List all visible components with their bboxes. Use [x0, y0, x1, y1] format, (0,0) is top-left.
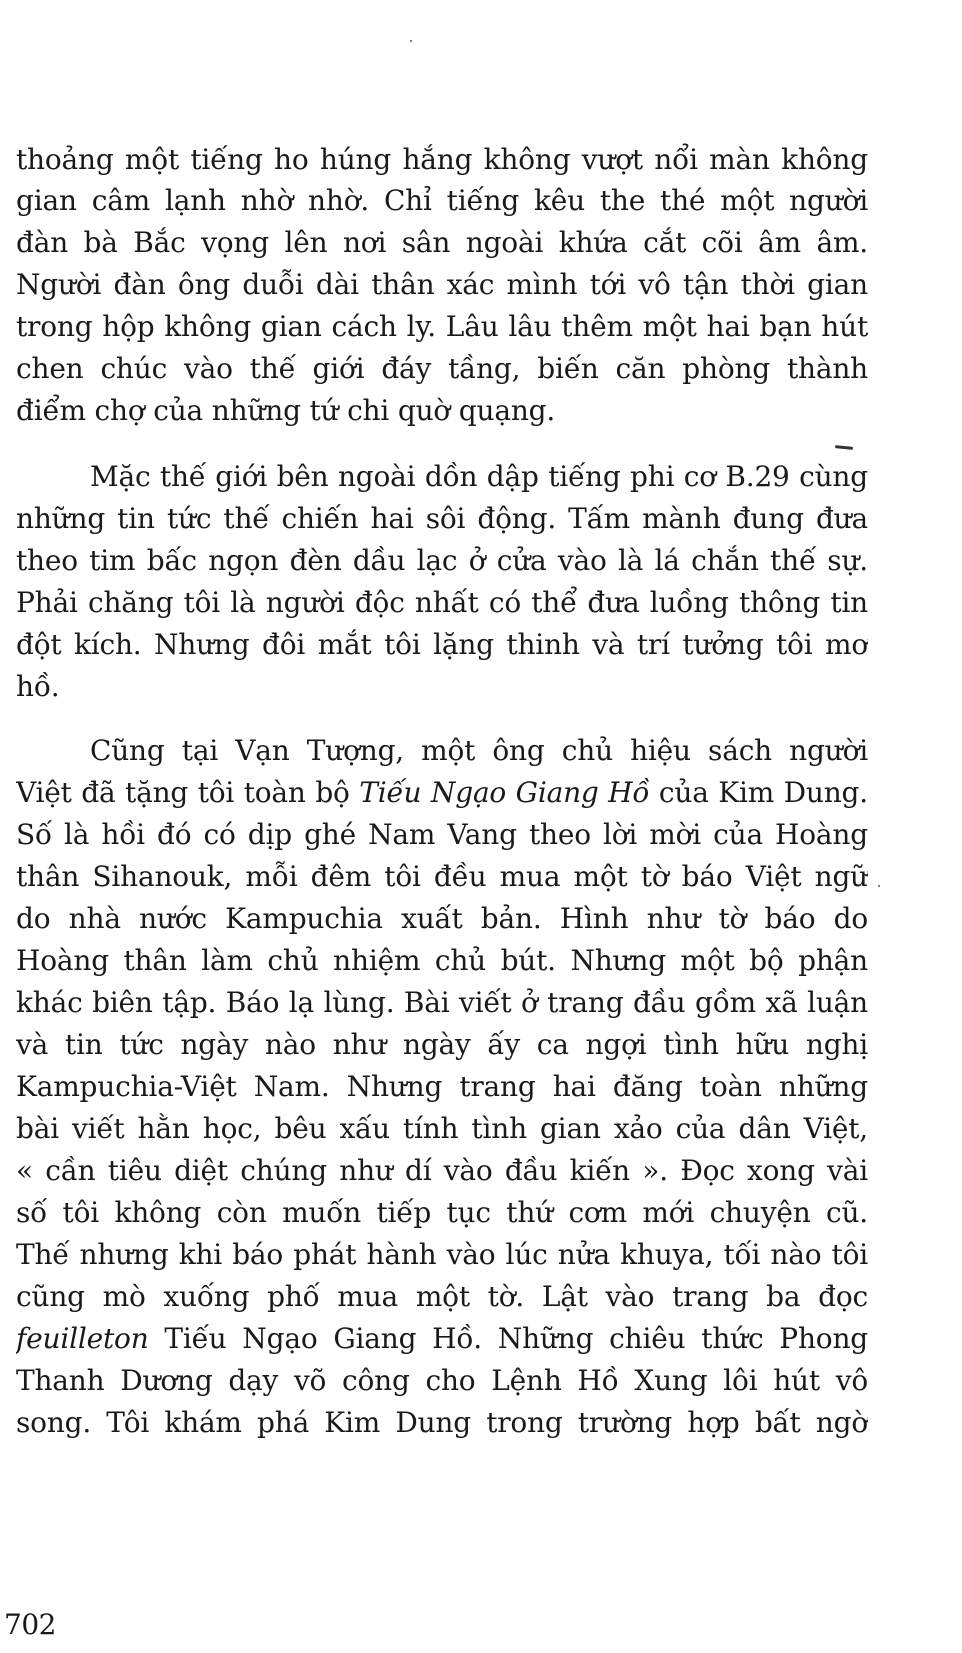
- text-line: Cũng tại Vạn Tượng, một ông chủ hiệu sách người: [90, 734, 868, 767]
- ink-mark: [835, 445, 853, 450]
- text-line: điểm chợ của những tứ chi quờ quạng.: [16, 394, 556, 427]
- text-line: cũng mò xuống phố mua một tờ. Lật vào trang ba đọc: [16, 1280, 868, 1313]
- text-line: đột kích. Nhưng đôi mắt tôi lặng thinh và trí tưởng tôi mơ: [16, 628, 868, 661]
- text-line: hồ.: [16, 670, 60, 703]
- text-line: « cần tiêu diệt chúng như dí vào đầu kiến ». Đọc xong vài: [16, 1154, 868, 1187]
- text-line: đàn bà Bắc vọng lên nơi sân ngoài khứa cắt cõi âm âm.: [16, 226, 868, 259]
- text-line: Thanh Dương dạy võ công cho Lệnh Hồ Xung lôi hút vô: [16, 1364, 868, 1397]
- text-line: thân Sihanouk, mỗi đêm tôi đều mua một tờ báo Việt ngữ: [16, 860, 868, 893]
- text-line: khác biên tập. Báo lạ lùng. Bài viết ở trang đầu gồm xã luận: [16, 986, 868, 1019]
- text-line: thoảng một tiếng ho húng hắng không vượt nổi màn không: [16, 143, 868, 176]
- text-line: Kampuchia-Việt Nam. Nhưng trang hai đăng toàn những: [16, 1070, 868, 1103]
- text-segment: của Kim Dung.: [649, 776, 868, 809]
- text-line: bài viết hằn học, bêu xấu tính tình gian xảo của dân Việt,: [16, 1112, 868, 1145]
- text-line: do nhà nước Kampuchia xuất bản. Hình như tờ báo do: [16, 902, 868, 935]
- text-line: Phải chăng tôi là người độc nhất có thể đưa luồng thông tin: [16, 586, 868, 619]
- text-segment: Việt đã tặng tôi toàn bộ: [16, 776, 360, 809]
- text-line: theo tim bấc ngọn đèn dầu lạc ở cửa vào là lá chắn thế sự.: [16, 544, 868, 577]
- text-line: chen chúc vào thế giới đáy tầng, biến căn phòng thành: [16, 352, 868, 385]
- italic-word: feuilleton: [16, 1322, 149, 1355]
- text-line: Hoàng thân làm chủ nhiệm chủ bút. Nhưng một bộ phận: [16, 944, 868, 977]
- text-line: [16, 772, 868, 814]
- text-line: song. Tôi khám phá Kim Dung trong trường hợp bất ngờ: [16, 1406, 868, 1439]
- text-line: Số là hồi đó có dịp ghé Nam Vang theo lời mời của Hoàng: [16, 818, 868, 851]
- book-title: Tiếu Ngạo Giang Hồ: [359, 776, 650, 809]
- text-line: Người đàn ông duỗi dài thân xác mình tới vô tận thời gian: [16, 268, 868, 301]
- scan-speck: [878, 885, 880, 887]
- text-line: [16, 1318, 868, 1360]
- text-line: Mặc thế giới bên ngoài dồn dập tiếng phi cơ B.29 cùng: [90, 460, 868, 493]
- text-line: trong hộp không gian cách ly. Lâu lâu thêm một hai bạn hút: [16, 310, 868, 343]
- scan-speck: [410, 40, 412, 42]
- text-line: số tôi không còn muốn tiếp tục thứ cơm mới chuyện cũ.: [16, 1196, 868, 1229]
- text-segment: Tiếu Ngạo Giang Hồ. Những chiêu thức Phong: [148, 1322, 868, 1355]
- text-line: những tin tức thế chiến hai sôi động. Tấm mành đung đưa: [16, 502, 868, 535]
- page-number: 702: [4, 1608, 56, 1641]
- text-line: gian câm lạnh nhờ nhờ. Chỉ tiếng kêu the thé một người: [16, 184, 868, 217]
- text-line: Thế nhưng khi báo phát hành vào lúc nửa khuya, tối nào tôi: [16, 1238, 868, 1271]
- text-line: và tin tức ngày nào như ngày ấy ca ngợi tình hữu nghị: [16, 1028, 868, 1061]
